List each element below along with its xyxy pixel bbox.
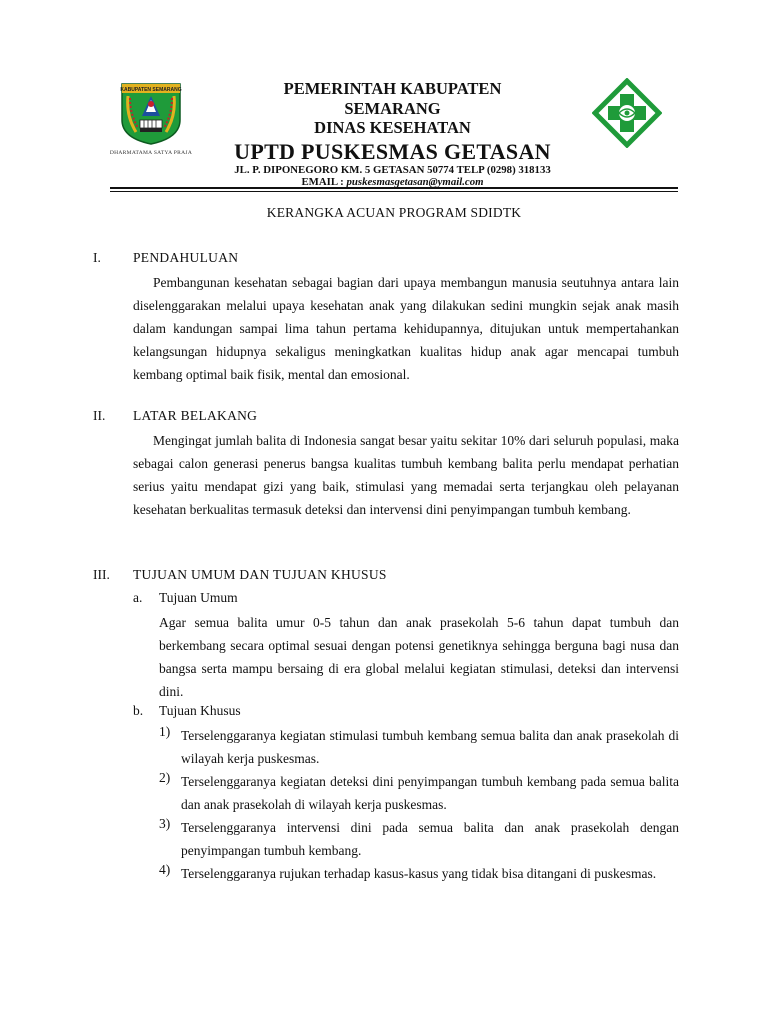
section-title: TUJUAN UMUM DAN TUJUAN KHUSUS [133,567,387,582]
list-item-text: Terselenggaranya kegiatan deteksi dini penyimpangan tumbuh kembang pada semua balita dan anak prasekolah di wilayah kerja puskesmas. [181,774,679,812]
kabupaten-semarang-logo [118,80,184,146]
letterhead-address: JL. P. DIPONEGORO KM. 5 GETASAN 50774 TELP (0298) 318133 [234,163,551,176]
subsection-letter: a. [133,590,143,605]
email-address: puskesmasgetasan@ymail.com [346,175,484,188]
letterhead-institution: UPTD PUSKESMAS GETASAN [234,138,551,164]
svg-text:KABUPATEN SEMARANG: KABUPATEN SEMARANG [120,87,182,93]
section-number: III. [93,567,110,582]
puskesmas-logo [592,78,662,148]
letterhead [200,79,585,188]
list-item-text: Terselenggaranya kegiatan stimulasi tumbuh kembang semua balita dan anak prasekolah di wilayah kerja puskesmas. [181,728,679,766]
letterhead-line-3: DINAS KESEHATAN [314,118,471,137]
tujuan-khusus-list [159,724,679,885]
list-item-number: 1) [159,724,171,739]
subsection-paragraph: Agar semua balita umur 0-5 tahun dan anak prasekolah 5-6 tahun dapat tumbuh dan berkembang secara optimal sesuai dengan potensi genetiknya sehingga berguna bagi nusa dan bangsa serta mampu bersaing di era global melalui kegiatan stimulasi, deteksi dan intervensi dini. [159,615,679,699]
letterhead-line-2: SEMARANG [344,98,441,118]
logo-caption: DHARMATAMA SATYA PRAJA [109,150,193,156]
section-title: LATAR BELAKANG [133,408,258,423]
list-item [159,862,679,885]
subsection-title: Tujuan Umum [159,590,238,605]
document-title: KERANGKA ACUAN PROGRAM SDIDTK [266,205,522,220]
section-paragraph: Pembangunan kesehatan sebagai bagian dari upaya membangun manusia seutuhnya antara lain diselenggarakan melalui upaya kesehatan anak yang dilakukan sedini mungkin sejak anak masih dalam kandungan sampai lima tahun pertama kehidupannya, ditujukan untuk mempertahankan kelangsungan hidupnya sekaligus meningkatkan kualitas hidup anak agar mencapai tumbuh kembang optimal baik fisik, mental dan emosional. [133,275,679,382]
list-item [159,770,679,816]
subsection-letter: b. [133,703,144,718]
list-item [159,816,679,862]
letterhead-email-line [200,176,585,188]
list-item-text: Terselenggaranya intervensi dini pada semua balita dan anak prasekolah dengan penyimpangan tumbuh kembang. [181,820,679,858]
list-item [159,724,679,770]
section-paragraph: Mengingat jumlah balita di Indonesia sangat besar yaitu sekitar 10% dari seluruh populasi, maka sebagai calon generasi penerus bangsa kualitas tumbuh kembang balita perlu mendapat perhatian serius yaitu mendapat gizi yang baik, stimulasi yang memadai serta terjangkau oleh pelayanan kesehatan berkualitas termasuk deteksi dan intervensi dini penyimpangan tumbuh kembang. [133,433,679,517]
list-item-number: 3) [159,816,171,831]
letterhead-line-1: PEMERINTAH KABUPATEN [283,79,502,98]
list-item-number: 4) [159,862,171,877]
email-label: EMAIL : [301,175,344,188]
section-number: II. [93,408,106,423]
list-item-text: Terselenggaranya rujukan terhadap kasus-kasus yang tidak bisa ditangani di puskesmas. [181,866,657,881]
subsection-title: Tujuan Khusus [159,703,241,718]
letterhead-rule-thick [110,187,678,189]
letterhead-rule-thin [110,191,678,192]
section-title: PENDAHULUAN [133,250,239,265]
list-item-number: 2) [159,770,171,785]
section-number: I. [93,250,101,265]
